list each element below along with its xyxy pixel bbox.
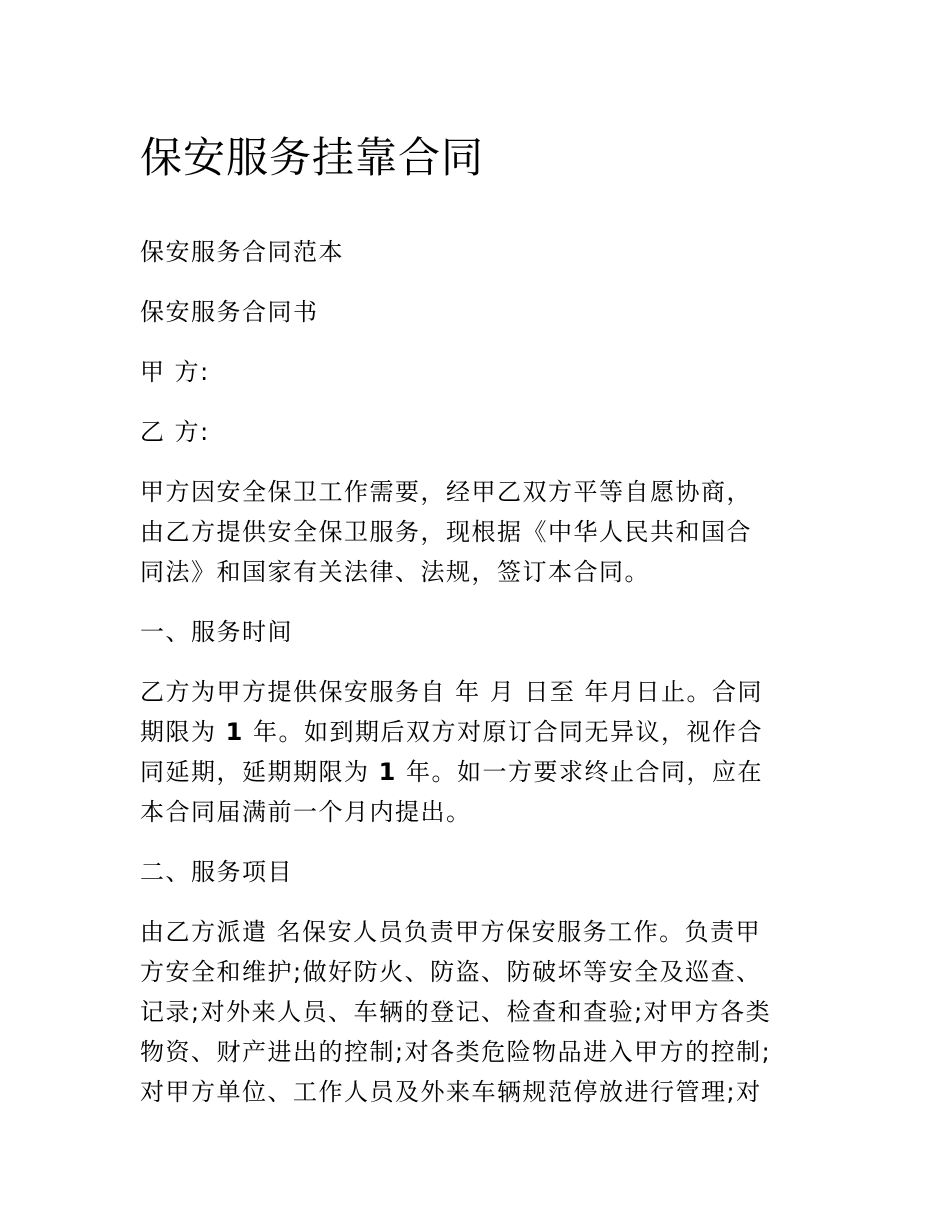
text-segment: 年。如一方要求终止合同，应在: [396, 758, 763, 786]
intro-paragraph: [140, 472, 820, 592]
intro-line: 由乙方提供安全保卫服务，现根据《中华人民共和国合: [140, 518, 752, 546]
service-items-line: 对甲方单位、工作人员及外来车辆规范停放进行管理;对: [140, 1078, 762, 1106]
text-segment: 年。如到期后双方对原订合同无异议，视作合: [243, 718, 763, 746]
text-segment: 期限为: [140, 718, 226, 746]
service-time-paragraph: [140, 672, 820, 832]
text-segment: 同延期，延期期限为: [140, 758, 379, 786]
service-items-line: 记录;对外来人员、车辆的登记、检查和查验;对甲方各类: [140, 998, 772, 1026]
service-time-line: 乙方为甲方提供保安服务自 年 月 日至 年月日止。合同: [140, 678, 764, 706]
service-items-line: 物资、财产进出的控制;对各类危险物品进入甲方的控制;: [140, 1038, 772, 1066]
party-a-label: 甲 方:: [140, 358, 210, 386]
document-title: 保安服务挂靠合同: [140, 133, 485, 182]
service-time-line: 本合同届满前一个月内提出。: [140, 798, 472, 826]
intro-line: 同法》和国家有关法律、法规，签订本合同。: [140, 558, 650, 586]
section-heading-service-time: 一、服务时间: [140, 618, 293, 646]
contract-name: 保安服务合同书: [140, 298, 319, 326]
document-body: [140, 232, 820, 1132]
party-b-label: 乙 方:: [140, 418, 210, 446]
service-items-line: 由乙方派遣 名保安人员负责甲方保安服务工作。负责甲: [140, 918, 762, 946]
extension-years-number: 1: [378, 758, 397, 786]
service-items-paragraph: [140, 912, 820, 1112]
service-time-line: [140, 752, 820, 792]
subtitle: 保安服务合同范本: [140, 238, 344, 266]
service-time-line: [140, 712, 820, 752]
service-items-line: 方安全和维护;做好防火、防盗、防破坏等安全及巡查、: [140, 958, 762, 986]
term-years-number: 1: [225, 718, 244, 746]
intro-line: 甲方因安全保卫工作需要，经甲乙双方平等自愿协商，: [140, 478, 752, 506]
section-heading-service-items: 二、服务项目: [140, 858, 293, 886]
